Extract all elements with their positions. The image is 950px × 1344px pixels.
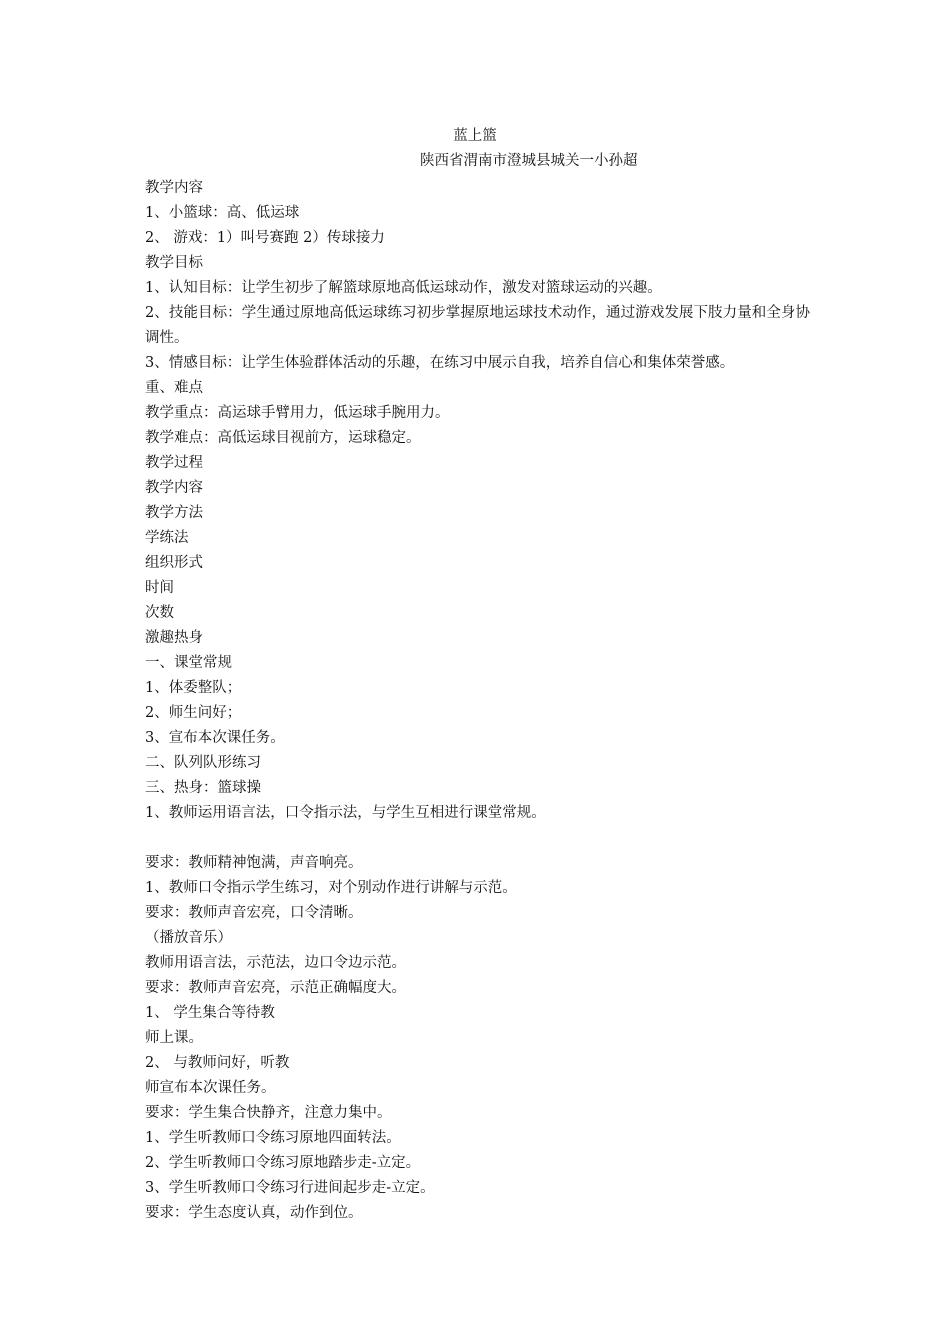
document-line: 时间 [145,580,174,596]
document-line: 2、技能目标：学生通过原地高低运球练习初步掌握原地运球技术动作，通过游戏发展下肢力量和全身协调性。 [145,305,810,346]
document-line: 1、教师口令指示学生练习，对个别动作进行讲解与示范。 [145,880,517,896]
document-line: 1、 学生集合等待教 [145,1005,275,1021]
document-line: 要求：学生态度认真，动作到位。 [145,1205,363,1221]
document-line: 要求：教师声音宏亮，口令清晰。 [145,905,363,921]
document-line: 1、小篮球：高、低运球 [145,205,300,221]
document-author: 陕西省渭南市澄城县城关一小孙超 [420,153,638,169]
document-line: 2、学生听教师口令练习原地踏步走-立定。 [145,1155,421,1171]
document-line: 2、 与教师问好，听教 [145,1055,290,1071]
document-line: 要求：学生集合快静齐，注意力集中。 [145,1105,392,1121]
document-line: 师宣布本次课任务。 [145,1080,276,1096]
document-line: 激趣热身 [145,630,203,646]
document-line: 教学内容 [145,180,203,196]
document-line: 教学内容 [145,480,203,496]
document-line: 1、体委整队； [145,680,242,696]
document-line: 教学过程 [145,455,203,471]
document-line: 学练法 [145,530,189,546]
document-line: 教学重点：高运球手臂用力，低运球手腕用力。 [145,405,450,421]
document-line: 1、教师运用语言法，口令指示法，与学生互相进行课堂常规。 [145,805,546,821]
document-line: （播放音乐） [145,930,232,946]
document-line: 要求：教师声音宏亮，示范正确幅度大。 [145,980,406,996]
document-line: 教学目标 [145,255,203,271]
document-line: 教学难点：高低运球目视前方，运球稳定。 [145,430,421,446]
document-line: 师上课。 [145,1030,203,1046]
document-line: 教学方法 [145,505,203,521]
document-title: 蓝上篮 [453,128,497,144]
document-line: 次数 [145,605,174,621]
document-line: 要求：教师精神饱满，声音响亮。 [145,855,363,871]
document-line: 3、学生听教师口令练习行进间起步走-立定。 [145,1180,435,1196]
document-line: 1、学生听教师口令练习原地四面转法。 [145,1130,401,1146]
document-line: 二、队列队形练习 [145,755,261,771]
document-body [145,176,810,1226]
document-line: 2、 游戏：1）叫号赛跑 2）传球接力 [145,230,385,246]
document-line: 三、热身：篮球操 [145,780,261,796]
document-line: 1、认知目标：让学生初步了解篮球原地高低运球动作，激发对篮球运动的兴趣。 [145,280,662,296]
document-line [145,826,810,851]
document-line: 3、宣布本次课任务。 [145,730,285,746]
document-line: 重、难点 [145,380,203,396]
document-line: 一、课堂常规 [145,655,232,671]
document-line: 2、师生问好； [145,705,242,721]
document-line: 教师用语言法，示范法，边口令边示范。 [145,955,406,971]
document-line: 组织形式 [145,555,203,571]
document-line: 3、情感目标：让学生体验群体活动的乐趣，在练习中展示自我，培养自信心和集体荣誉感。 [145,355,735,371]
